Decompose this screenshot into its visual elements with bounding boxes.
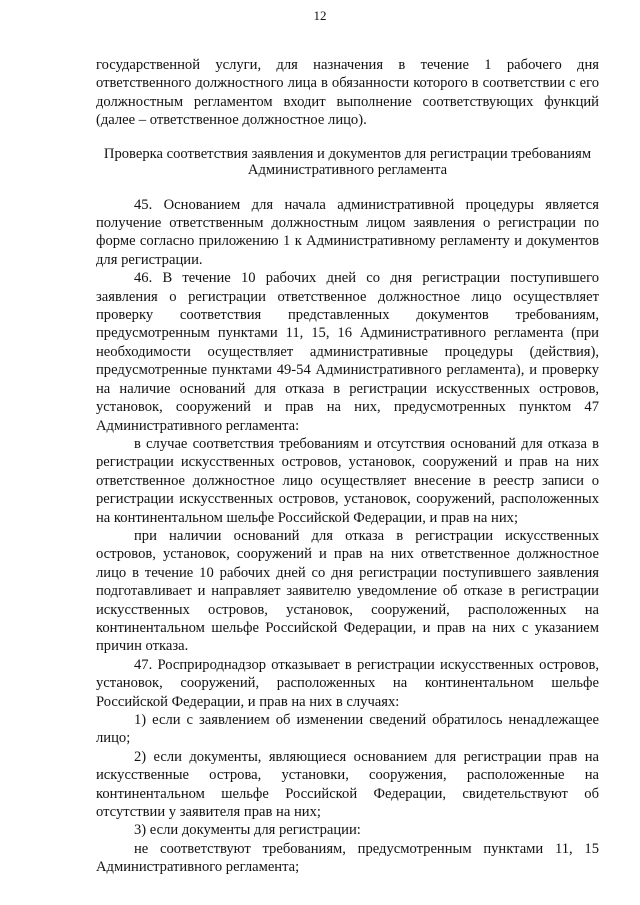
paragraph-46-case-refusal: при наличии оснований для отказа в регистрации искусственных островов, установок, сооружений и прав на них ответственное должностное лицо в течение 10 рабочих дней со дня регистрации поступившего заявления подготавливает и направляет заявителю уведомление об отказе в регистрации искусственных островов, установок, сооружений, расположенных на континентальном шельфе Российской Федерации, и прав на них с указанием причин отказа. (96, 527, 599, 655)
section-heading: Проверка соответствия заявления и документов для регистрации требованиям Административного регламента (103, 145, 592, 179)
list-item-1: 1) если с заявлением об изменении сведений обратилось ненадлежащее лицо; (96, 712, 599, 747)
paragraph-46-case-compliance: в случае соответствия требованиям и отсутствия оснований для отказа в регистрации искусственных островов, установок, сооружений и прав на них ответственное должностное лицо осуществляет внесение в реестр записи о регистрации искусственных островов, установок, сооружений, расположенных на континентальном шельфе Российской Федерации, и прав на них; (96, 435, 599, 526)
page-number: 12 (313, 8, 327, 23)
list-item-3-subitem: не соответствуют требованиям, предусмотренным пунктами 11, 15 Административного регламента; (96, 840, 599, 876)
list-item-3: 3) если документы для регистрации: (134, 822, 361, 839)
paragraph-47: 47. Росприроднадзор отказывает в регистрации искусственных островов, установок, сооружений, расположенных на континентальном шельфе Российской Федерации, и прав на них в случаях: (96, 656, 599, 710)
paragraph-continuation: государственной услуги, для назначения в течение 1 рабочего дня ответственного должностного лица в обязанности которого в соответствии с его должностным регламентом входит выполнение соответствующих функций (далее – ответственное должностное лицо). (96, 57, 599, 129)
document-body (96, 56, 599, 877)
list-item-2: 2) если документы, являющиеся основанием для регистрации прав на искусственные острова, установки, сооружения, расположенные на континентальном шельфе Российской Федерации, свидетельствуют об отсутствии у заявителя прав на них; (96, 748, 599, 821)
paragraph-45: 45. Основанием для начала административной процедуры является получение ответственным должностным лицом заявления о регистрации по форме согласно приложению 1 к Административному регламенту и документов для регистрации. (96, 196, 599, 268)
paragraph-46: 46. В течение 10 рабочих дней со дня регистрации поступившего заявления о регистрации ответственное должностное лицо осуществляет проверку соответствия представленных документов требованиям, предусмотренным пунктами 11, 15, 16 Административного регламента (при необходимости осуществляет административные процедуры (действия), предусмотренные пунктами 49-54 Административного регламента), и проверку на наличие оснований для отказа в регистрации искусственных островов, установок, сооружений и прав на них, предусмотренных пунктом 47 Административного регламента: (96, 270, 599, 434)
